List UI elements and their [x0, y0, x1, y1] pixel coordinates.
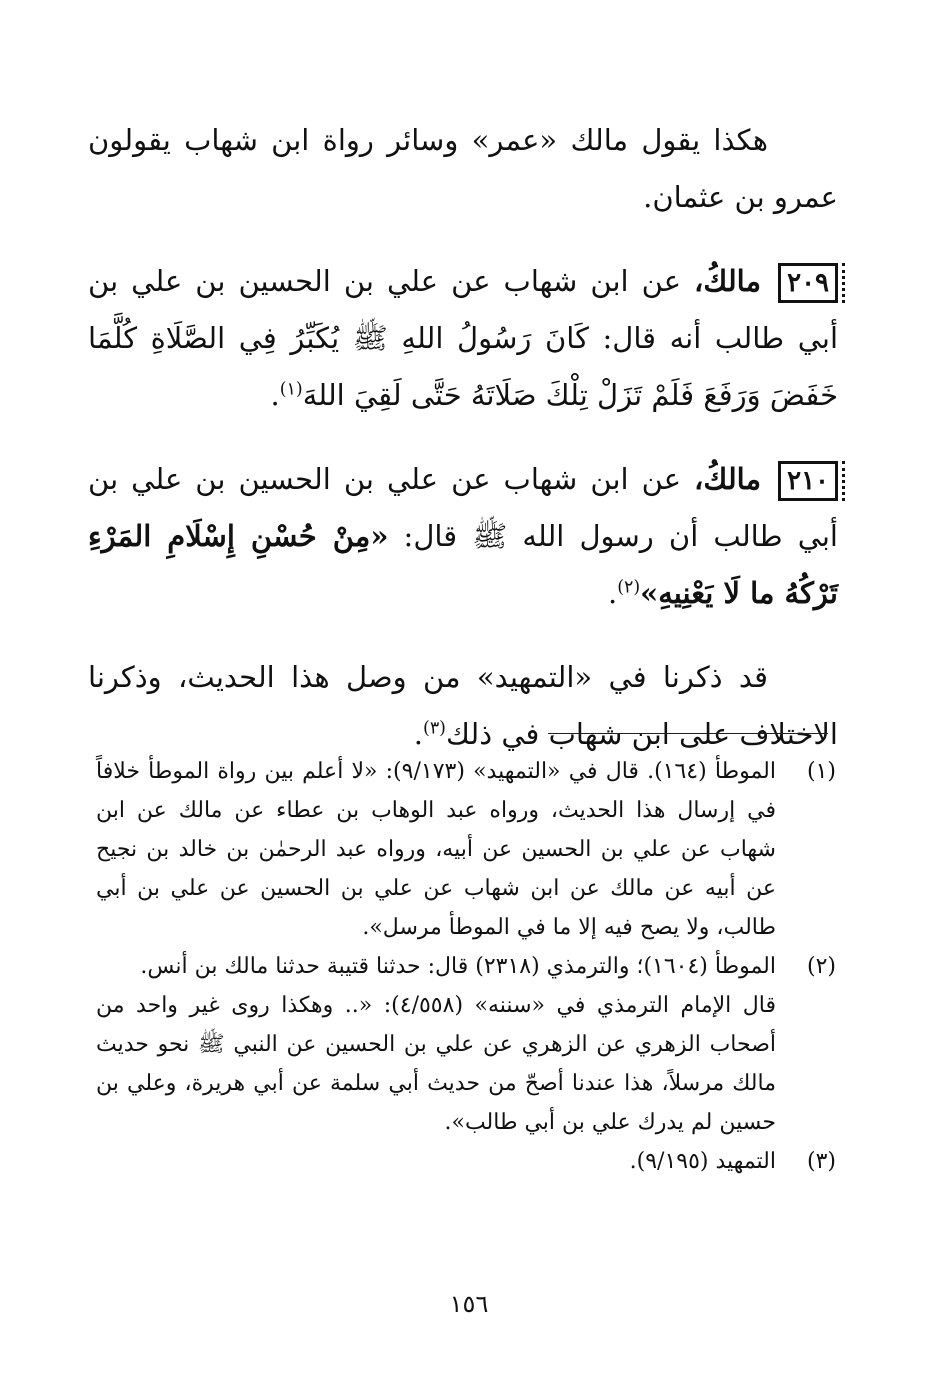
hadith-210: ٢١٠ مالكُ، عن ابن شهاب عن علي بن الحسين بن علي بن أبي طالب أن رسول الله ﷺ قال: «مِنْ حُسْنِ إِسْلَامِ المَرْءِ تَرْكُهُ ما لَا يَعْنِيهِ»$^{(٢)}$. — [88, 462, 838, 610]
footnote-text: الموطأ (١٦٠٤)؛ والترمذي (٢٣١٨) قال: حدثنا قتيبة حدثنا مالك بن أنس. — [140, 954, 776, 979]
hadith-quote: «مِنْ حُسْنِ إِسْلَامِ المَرْءِ تَرْكُهُ ما لَا يَعْنِيهِ» — [88, 519, 838, 610]
paragraph-intro: هكذا يقول مالك «عمر» وسائر رواة ابن شهاب يقولون عمرو بن عثمان. — [88, 123, 838, 214]
hadith-narrator: مالكُ، — [694, 264, 762, 298]
footnote-number: (١) — [806, 759, 836, 784]
paragraph-tamhid: قد ذكرنا في «التمهيد» من وصل هذا الحديث، وذكرنا الاختلاف على ابن شهاب في ذلك$^{(٣)}$. — [88, 660, 838, 751]
main-text — [88, 112, 838, 763]
footnote-number: (٣) — [806, 1149, 836, 1174]
footnote-3 — [96, 1142, 836, 1181]
footnote-2 — [96, 947, 836, 986]
footnote-text: الموطأ (١٦٤). قال في «التمهيد» (٩/١٧٣): «لا أعلم بين رواة الموطأ خلافاً في إرسال هذا الحديث، ورواه عبد الوهاب بن عطاء عن مالك عن ابن شهاب عن علي بن الحسين عن أبيه، ورواه عبد الرحمٰن بن خالد بن نجيح عن أبيه عن مالك عن ابن شهاب عن علي بن الحسين عن علي بن أبي طالب، ولا يصح فيه إلا ما في الموطأ مرسل». — [96, 759, 776, 940]
footnote-1 — [96, 752, 836, 947]
footnote-text: التمهيد (٩/١٩٥). — [629, 1149, 776, 1174]
hadith-number-badge: ٢١٠ — [778, 461, 838, 501]
hadith-text: عن ابن شهاب عن علي بن الحسين بن علي بن أبي طالب أنه قال: كَانَ رَسُولُ اللهِ ﷺ يُكَبِّرُ فِي الصَّلَاةِ كُلَّمَا خَفَضَ وَرَفَعَ فَلَمْ تَزَلْ تِلْكَ صَلَاتَهُ حَتَّى لَقِيَ اللهَ — [88, 264, 838, 412]
hadith-narrator: مالكُ، — [694, 462, 762, 496]
footnote-ref[interactable]: (٣) — [423, 718, 446, 739]
footnote-ref[interactable]: (١) — [279, 379, 303, 400]
footnote-number: (٢) — [806, 954, 836, 979]
page-number: ١٥٦ — [449, 1290, 489, 1318]
footnote-ref[interactable]: (٢) — [617, 577, 641, 598]
footnotes — [96, 752, 836, 1181]
hadith-209: ٢٠٩ مالكُ، عن ابن شهاب عن علي بن الحسين بن علي بن أبي طالب أنه قال: كَانَ رَسُولُ اللهِ ﷺ يُكَبِّرُ فِي الصَّلَاةِ كُلَّمَا خَفَضَ وَرَفَعَ فَلَمْ تَزَلْ تِلْكَ صَلَاتَهُ حَتَّى لَقِيَ اللهَ$^{(١)}$. — [88, 264, 838, 412]
hadith-number-badge: ٢٠٩ — [778, 263, 838, 303]
hadith-text: عن ابن شهاب عن علي بن الحسين بن علي بن أبي طالب أن رسول الله ﷺ قال: — [88, 462, 838, 553]
footnote-divider — [548, 733, 828, 734]
footnote-2-continuation: قال الإمام الترمذي في «سننه» (٤/٥٥٨): «.. وهكذا روى غير واحد من أصحاب الزهري عن الزهري عن علي بن الحسين عن النبي ﷺ نحو حديث مالك مرسلاً، هذا عندنا أصحّ من حديث أبي سلمة عن أبي هريرة، وعلي بن حسين لم يدرك علي بن أبي طالب». — [96, 993, 776, 1135]
